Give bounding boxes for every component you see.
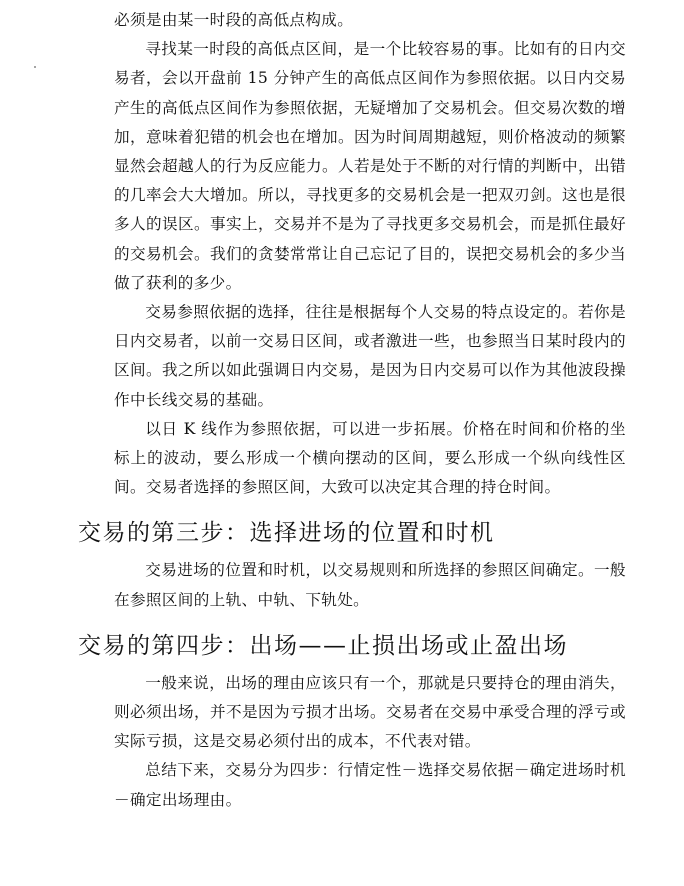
section-heading-step-three: 交易的第三步：选择进场的位置和时机 xyxy=(78,520,495,547)
body-paragraph: 寻找某一时段的高低点区间，是一个比较容易的事。比如有的日内交易者，会以开盘前 15 分钟产生的高低点区间作为参照依据。以日内交易产生的高低点区间作为参照依据，无疑增加了交易机会。但交易次数的增加，意味着犯错的机会也在增加。因为时间周期越短，则价格波动的频繁显然会超越人的行为反应能力。人若是处于不断的对行情的判断中，出错的几率会大大增加。所以，寻找更多的交易机会是一把双刃剑。这也是很多人的误区。事实上，交易并不是为了寻找更多交易机会，而是抓住最好的交易机会。我们的贪婪常常让自己忘记了目的，误把交易机会的多少当做了获利的多少。 xyxy=(114,40,626,292)
summary-paragraph: 总结下来，交易分为四步：行情定性－选择交易依据－确定进场时机－确定出场理由。 xyxy=(114,761,626,809)
body-paragraph: 以日 K 线作为参照依据，可以进一步拓展。价格在时间和价格的坐标上的波动，要么形成一个横向摆动的区间，要么形成一个纵向线性区间。交易者选择的参照区间，大致可以决定其合理的持仓时间。 xyxy=(114,419,626,497)
body-paragraph: 交易参照依据的选择，往往是根据每个人交易的特点设定的。若你是日内交易者，以前一交易日区间，或者激进一些，也参照当日某时段内的区间。我之所以如此强调日内交易，是因为日内交易可以作为其他波段操作中长线交易的基础。 xyxy=(114,303,626,409)
continued-paragraph: 必须是由某一时段的高低点构成。 xyxy=(114,11,354,29)
margin-speck xyxy=(34,66,36,68)
section-heading-step-four: 交易的第四步：出场——止损出场或止盈出场 xyxy=(78,632,568,659)
body-paragraph: 一般来说，出场的理由应该只有一个，那就是只要持仓的理由消失，则必须出场，并不是因为亏损才出场。交易者在交易中承受合理的浮亏或实际亏损，这是交易必须付出的成本，不代表对错。 xyxy=(114,673,626,751)
body-paragraph: 交易进场的位置和时机，以交易规则和所选择的参照区间确定。一般在参照区间的上轨、中轨、下轨处。 xyxy=(114,561,626,609)
